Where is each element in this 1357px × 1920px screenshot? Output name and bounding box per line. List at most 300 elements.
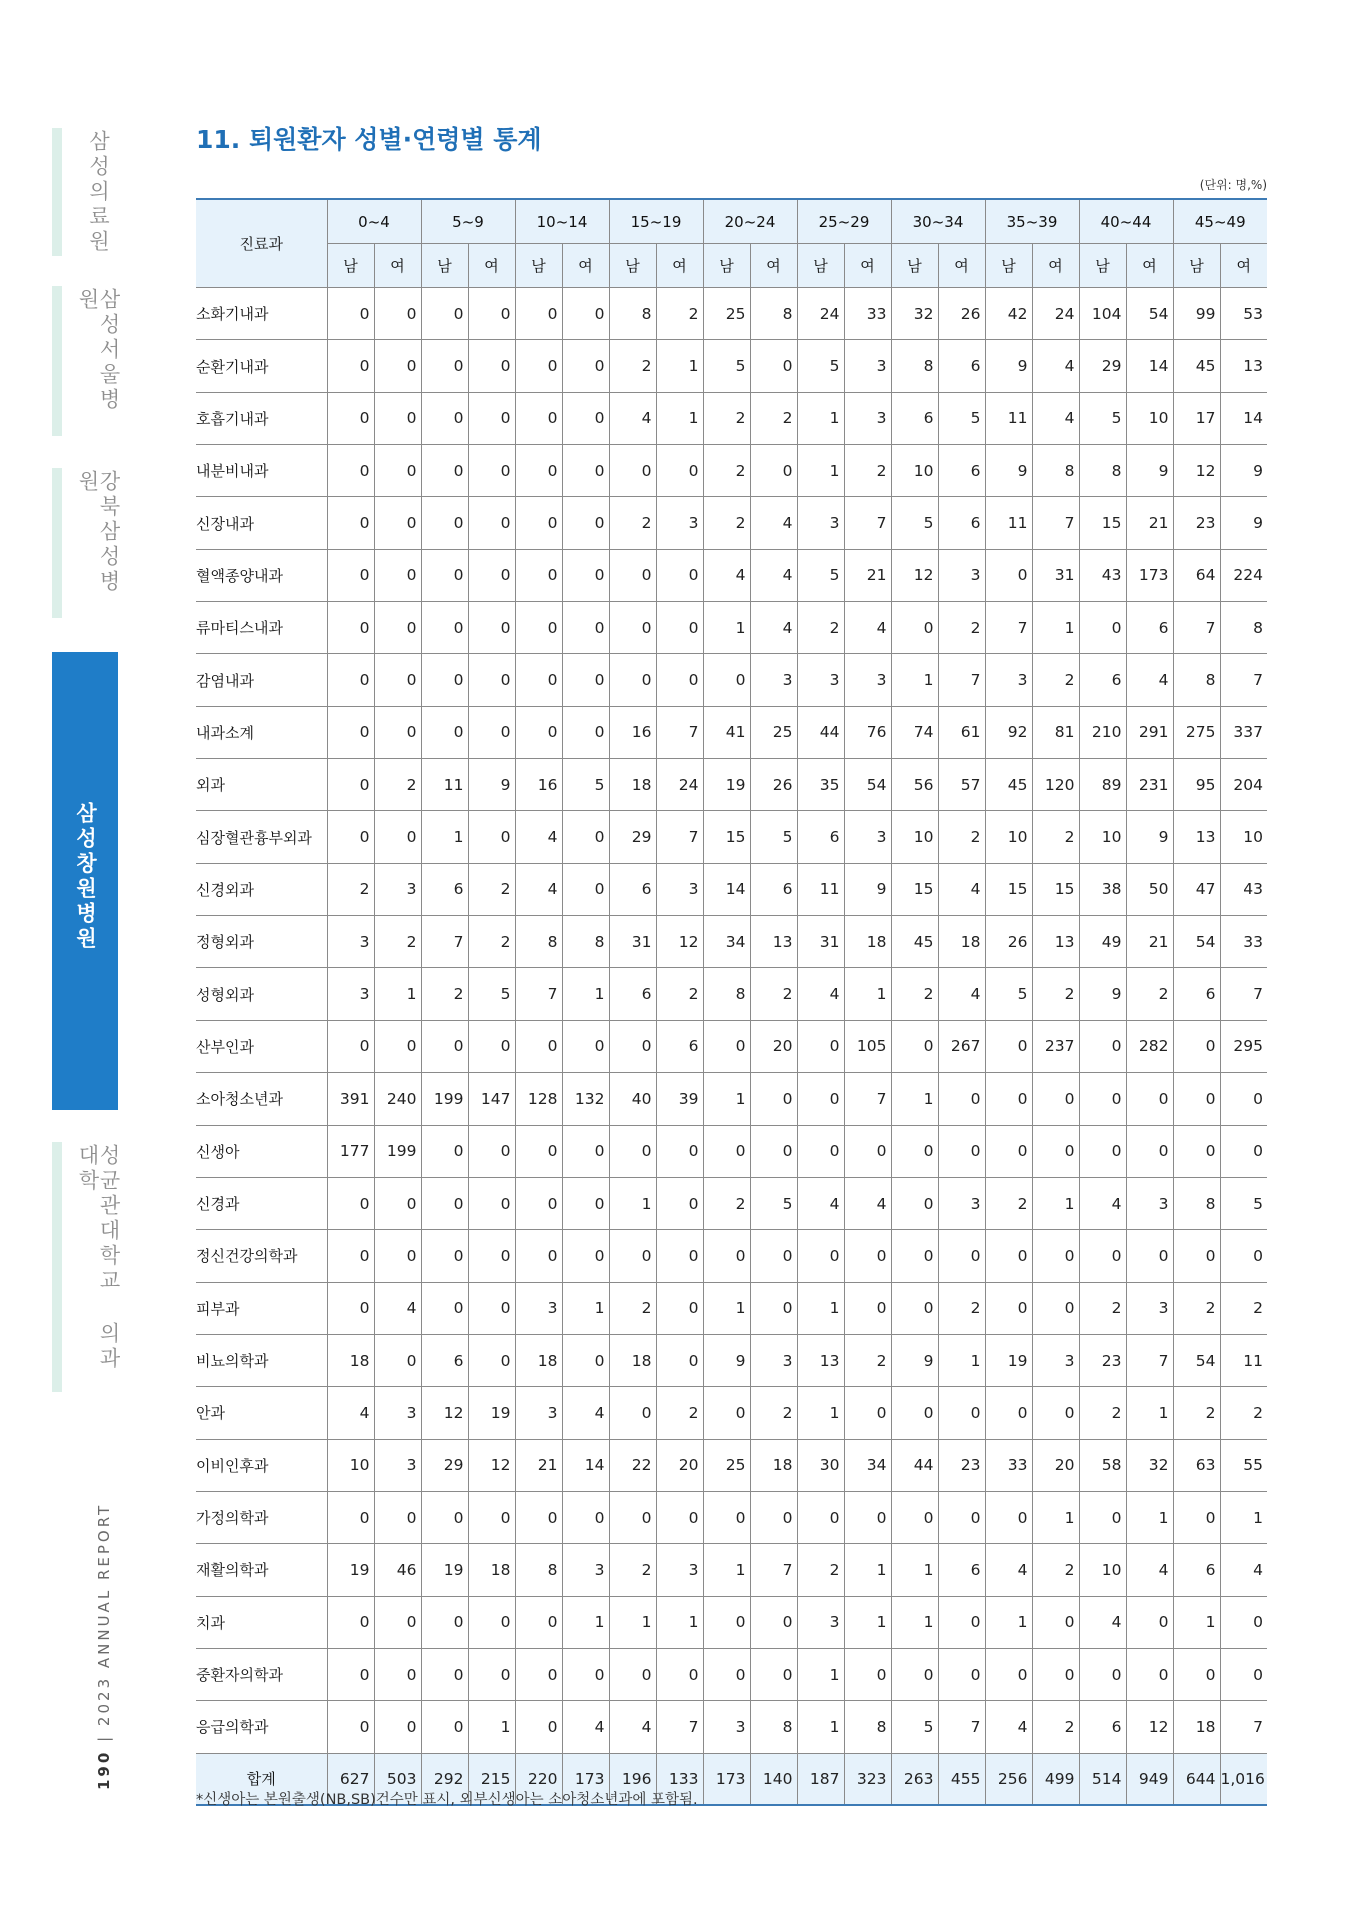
male-count-cell: 10 (985, 811, 1032, 863)
female-count-cell: 3 (750, 1334, 797, 1386)
discharge-statistics-table (196, 198, 1267, 1806)
female-count-cell: 7 (1126, 1334, 1173, 1386)
female-count-cell: 7 (1220, 1701, 1267, 1753)
female-count-cell: 57 (938, 759, 985, 811)
table-row (196, 1491, 1267, 1543)
female-count-cell: 9 (1220, 445, 1267, 497)
female-count-cell: 0 (750, 1073, 797, 1125)
male-count-cell: 514 (1079, 1753, 1126, 1805)
male-count-cell: 220 (515, 1753, 562, 1805)
female-count-cell: 0 (844, 1125, 891, 1177)
male-count-cell: 2 (327, 863, 374, 915)
female-count-cell: 0 (750, 1125, 797, 1177)
male-count-cell: 6 (797, 811, 844, 863)
department-name: 이비인후과 (196, 1439, 327, 1491)
female-count-cell: 12 (656, 916, 703, 968)
female-count-cell: 0 (562, 811, 609, 863)
female-count-cell: 0 (938, 1125, 985, 1177)
department-name: 혈액종양내과 (196, 549, 327, 601)
table-row (196, 1387, 1267, 1439)
table-row (196, 602, 1267, 654)
male-count-cell: 210 (1079, 706, 1126, 758)
male-count-cell: 44 (797, 706, 844, 758)
male-count-cell: 0 (703, 1596, 750, 1648)
table-row (196, 916, 1267, 968)
female-count-cell: 8 (562, 916, 609, 968)
male-count-cell: 19 (703, 759, 750, 811)
nav-item-kangbuk-samsung-hospital[interactable] (52, 468, 121, 618)
female-count-cell: 0 (374, 1230, 421, 1282)
female-count-cell: 0 (468, 497, 515, 549)
female-count-cell: 9 (1126, 811, 1173, 863)
female-count-cell: 3 (1126, 1282, 1173, 1334)
male-count-cell: 0 (703, 1491, 750, 1543)
department-name: 감염내과 (196, 654, 327, 706)
female-count-cell: 1 (468, 1701, 515, 1753)
female-count-cell: 0 (844, 1491, 891, 1543)
female-count-cell: 2 (938, 811, 985, 863)
table-row (196, 1125, 1267, 1177)
male-count-cell: 14 (703, 863, 750, 915)
male-count-cell: 0 (797, 1125, 844, 1177)
male-count-cell: 8 (1079, 445, 1126, 497)
female-header: 여 (1032, 244, 1079, 288)
male-count-cell: 0 (421, 288, 468, 340)
male-count-cell: 10 (1079, 811, 1126, 863)
female-count-cell: 0 (468, 1020, 515, 1072)
age-group-header: 30~34 (891, 199, 985, 244)
male-count-cell: 0 (327, 811, 374, 863)
male-count-cell: 292 (421, 1753, 468, 1805)
female-count-cell: 0 (656, 1491, 703, 1543)
female-count-cell: 0 (562, 1491, 609, 1543)
page-footer (95, 1502, 119, 1790)
male-count-cell: 15 (985, 863, 1032, 915)
female-count-cell: 2 (468, 863, 515, 915)
male-count-cell: 9 (1079, 968, 1126, 1020)
male-count-cell: 6 (609, 863, 656, 915)
male-count-cell: 0 (985, 1073, 1032, 1125)
female-count-cell: 7 (844, 497, 891, 549)
nav-item-skku-medical-school[interactable] (52, 1142, 121, 1392)
male-count-cell: 263 (891, 1753, 938, 1805)
age-group-header: 5~9 (421, 199, 515, 244)
male-count-cell: 0 (515, 1177, 562, 1229)
female-count-cell: 224 (1220, 549, 1267, 601)
male-count-cell: 9 (985, 340, 1032, 392)
female-count-cell: 0 (562, 1230, 609, 1282)
female-count-cell: 0 (468, 602, 515, 654)
male-count-cell: 1 (797, 1282, 844, 1334)
female-count-cell: 1 (844, 1596, 891, 1648)
female-count-cell: 0 (1032, 1230, 1079, 1282)
female-count-cell: 3 (844, 392, 891, 444)
female-count-cell: 7 (656, 1701, 703, 1753)
male-count-cell: 0 (421, 1701, 468, 1753)
male-count-cell: 0 (703, 1387, 750, 1439)
male-count-cell: 16 (609, 706, 656, 758)
male-count-cell: 0 (985, 1020, 1032, 1072)
footnote: *신생아는 본원출생(NB,SB)건수만 표시, 외부신생아는 소아청소년과에 포함됨. (196, 1792, 698, 1808)
male-count-cell: 6 (1079, 654, 1126, 706)
male-count-cell: 0 (985, 1648, 1032, 1700)
male-count-cell: 95 (1173, 759, 1220, 811)
male-count-cell: 0 (327, 497, 374, 549)
female-count-cell: 0 (562, 1125, 609, 1177)
table-row (196, 549, 1267, 601)
female-count-cell: 0 (374, 549, 421, 601)
female-count-cell: 13 (1032, 916, 1079, 968)
department-name: 신생아 (196, 1125, 327, 1177)
female-count-cell: 0 (374, 497, 421, 549)
female-count-cell: 173 (1126, 549, 1173, 601)
female-count-cell: 0 (562, 445, 609, 497)
table-row (196, 1334, 1267, 1386)
female-count-cell: 26 (938, 288, 985, 340)
male-count-cell: 0 (609, 1230, 656, 1282)
female-count-cell: 34 (844, 1439, 891, 1491)
female-count-cell: 3 (844, 340, 891, 392)
male-count-cell: 0 (327, 602, 374, 654)
female-count-cell: 0 (656, 445, 703, 497)
page-title: 11. 퇴원환자 성별·연령별 통계 (196, 125, 542, 154)
female-count-cell: 14 (1126, 340, 1173, 392)
female-count-cell: 237 (1032, 1020, 1079, 1072)
male-count-cell: 0 (327, 1596, 374, 1648)
male-count-cell: 0 (609, 1020, 656, 1072)
male-count-cell: 8 (1173, 1177, 1220, 1229)
female-count-cell: 291 (1126, 706, 1173, 758)
male-count-cell: 0 (515, 288, 562, 340)
female-count-cell: 7 (1032, 497, 1079, 549)
male-count-cell: 0 (515, 497, 562, 549)
female-count-cell: 0 (468, 1177, 515, 1229)
female-header: 여 (562, 244, 609, 288)
female-count-cell: 1 (1032, 1177, 1079, 1229)
male-count-cell: 0 (703, 1020, 750, 1072)
male-count-cell: 1 (797, 445, 844, 497)
male-count-cell: 0 (891, 1230, 938, 1282)
male-count-cell: 2 (609, 1544, 656, 1596)
female-count-cell: 2 (750, 1387, 797, 1439)
table-row (196, 1230, 1267, 1282)
female-count-cell: 2 (750, 968, 797, 1020)
male-count-cell: 0 (515, 549, 562, 601)
department-name: 산부인과 (196, 1020, 327, 1072)
nav-item-label: 삼성창원병원 (73, 802, 98, 952)
male-header: 남 (891, 244, 938, 288)
department-name: 중환자의학과 (196, 1648, 327, 1700)
male-count-cell: 1 (891, 1073, 938, 1125)
female-count-cell: 4 (938, 968, 985, 1020)
female-count-cell: 4 (750, 549, 797, 601)
male-count-cell: 2 (1173, 1282, 1220, 1334)
table-row (196, 654, 1267, 706)
male-header: 남 (1173, 244, 1220, 288)
female-count-cell: 4 (750, 602, 797, 654)
female-count-cell: 21 (1126, 916, 1173, 968)
nav-item-label: 강북삼성병원 (76, 470, 121, 595)
male-count-cell: 644 (1173, 1753, 1220, 1805)
female-count-cell: 0 (374, 1334, 421, 1386)
female-count-cell: 231 (1126, 759, 1173, 811)
department-name: 심장혈관흉부외과 (196, 811, 327, 863)
male-count-cell: 0 (327, 1491, 374, 1543)
male-count-cell: 0 (327, 445, 374, 497)
male-count-cell: 0 (515, 1491, 562, 1543)
female-count-cell: 0 (374, 340, 421, 392)
male-count-cell: 9 (891, 1334, 938, 1386)
female-count-cell: 4 (1220, 1544, 1267, 1596)
female-count-cell: 5 (938, 392, 985, 444)
male-count-cell: 0 (891, 1020, 938, 1072)
male-count-cell: 3 (797, 654, 844, 706)
department-name: 소아청소년과 (196, 1073, 327, 1125)
age-group-header: 20~24 (703, 199, 797, 244)
department-name: 정신건강의학과 (196, 1230, 327, 1282)
female-count-cell: 282 (1126, 1020, 1173, 1072)
female-count-cell: 0 (750, 1648, 797, 1700)
male-count-cell: 196 (609, 1753, 656, 1805)
male-count-cell: 19 (327, 1544, 374, 1596)
female-count-cell: 14 (1220, 392, 1267, 444)
male-count-cell: 4 (515, 811, 562, 863)
male-count-cell: 2 (797, 602, 844, 654)
department-name: 응급의학과 (196, 1701, 327, 1753)
female-count-cell: 0 (468, 1491, 515, 1543)
male-count-cell: 45 (985, 759, 1032, 811)
female-count-cell: 7 (938, 654, 985, 706)
male-count-cell: 627 (327, 1753, 374, 1805)
male-count-cell: 45 (1173, 340, 1220, 392)
female-count-cell: 2 (844, 445, 891, 497)
male-count-cell: 0 (609, 1491, 656, 1543)
age-group-header: 0~4 (327, 199, 421, 244)
male-count-cell: 0 (421, 445, 468, 497)
female-count-cell: 1 (656, 1596, 703, 1648)
nav-item-samsung-changwon-hospital[interactable] (52, 652, 118, 1110)
nav-item-label: 삼성의료원 (86, 130, 111, 255)
male-count-cell: 0 (515, 340, 562, 392)
female-count-cell: 3 (938, 1177, 985, 1229)
female-header: 여 (938, 244, 985, 288)
female-count-cell: 2 (750, 392, 797, 444)
male-count-cell: 0 (891, 1282, 938, 1334)
male-count-cell: 26 (985, 916, 1032, 968)
male-count-cell: 0 (327, 288, 374, 340)
male-count-cell: 3 (985, 654, 1032, 706)
male-count-cell: 74 (891, 706, 938, 758)
male-count-cell: 42 (985, 288, 1032, 340)
female-count-cell: 4 (844, 602, 891, 654)
female-count-cell: 3 (656, 863, 703, 915)
male-count-cell: 49 (1079, 916, 1126, 968)
female-count-cell: 0 (562, 654, 609, 706)
male-count-cell: 104 (1079, 288, 1126, 340)
female-count-cell: 0 (938, 1491, 985, 1543)
female-count-cell: 0 (938, 1387, 985, 1439)
male-count-cell: 0 (327, 1701, 374, 1753)
male-count-cell: 0 (609, 445, 656, 497)
male-count-cell: 10 (891, 445, 938, 497)
table-row (196, 1020, 1267, 1072)
male-count-cell: 47 (1173, 863, 1220, 915)
table-row (196, 288, 1267, 340)
female-count-cell: 0 (844, 1282, 891, 1334)
female-count-cell: 204 (1220, 759, 1267, 811)
male-count-cell: 0 (609, 549, 656, 601)
female-count-cell: 1 (1126, 1491, 1173, 1543)
female-count-cell: 21 (1126, 497, 1173, 549)
male-count-cell: 0 (1173, 1491, 1220, 1543)
female-count-cell: 2 (374, 759, 421, 811)
female-count-cell: 46 (374, 1544, 421, 1596)
female-count-cell: 3 (844, 654, 891, 706)
female-count-cell: 0 (468, 340, 515, 392)
department-name: 신장내과 (196, 497, 327, 549)
male-count-cell: 1 (891, 1596, 938, 1648)
male-count-cell: 0 (703, 1125, 750, 1177)
female-count-cell: 1 (1032, 602, 1079, 654)
male-count-cell: 13 (797, 1334, 844, 1386)
female-count-cell: 2 (1032, 654, 1079, 706)
female-count-cell: 0 (656, 1648, 703, 1700)
male-count-cell: 0 (421, 1648, 468, 1700)
female-count-cell: 0 (1032, 1387, 1079, 1439)
female-count-cell: 21 (844, 549, 891, 601)
female-count-cell: 3 (1126, 1177, 1173, 1229)
male-count-cell: 11 (797, 863, 844, 915)
female-count-cell: 4 (844, 1177, 891, 1229)
department-name: 호흡기내과 (196, 392, 327, 444)
total-label: 합계 (196, 1753, 327, 1805)
male-count-cell: 187 (797, 1753, 844, 1805)
female-count-cell: 133 (656, 1753, 703, 1805)
department-name: 내과소계 (196, 706, 327, 758)
male-count-cell: 0 (985, 1282, 1032, 1334)
female-count-cell: 8 (1032, 445, 1079, 497)
female-count-cell: 4 (1126, 1544, 1173, 1596)
male-count-cell: 33 (985, 1439, 1032, 1491)
male-count-cell: 0 (1173, 1073, 1220, 1125)
female-count-cell: 0 (1032, 1125, 1079, 1177)
female-count-cell: 0 (1220, 1596, 1267, 1648)
female-count-cell: 503 (374, 1753, 421, 1805)
female-count-cell: 0 (562, 392, 609, 444)
male-count-cell: 0 (985, 1491, 1032, 1543)
male-count-cell: 0 (515, 392, 562, 444)
nav-item-samsung-seoul-hospital[interactable] (52, 286, 121, 436)
female-count-cell: 2 (468, 916, 515, 968)
nav-item-samsung-medical-center[interactable] (52, 128, 118, 256)
female-count-cell: 13 (1220, 340, 1267, 392)
female-count-cell: 55 (1220, 1439, 1267, 1491)
male-count-cell: 0 (327, 549, 374, 601)
male-count-cell: 5 (797, 340, 844, 392)
nav-indicator-bar (52, 128, 62, 256)
male-count-cell: 0 (891, 1491, 938, 1543)
male-count-cell: 0 (421, 392, 468, 444)
female-count-cell: 8 (750, 288, 797, 340)
female-count-cell: 7 (750, 1544, 797, 1596)
female-count-cell: 2 (374, 916, 421, 968)
male-count-cell: 12 (1173, 445, 1220, 497)
female-count-cell: 0 (468, 392, 515, 444)
female-count-cell: 25 (750, 706, 797, 758)
female-count-cell: 4 (374, 1282, 421, 1334)
male-count-cell: 0 (515, 445, 562, 497)
female-count-cell: 1 (656, 392, 703, 444)
male-count-cell: 275 (1173, 706, 1220, 758)
male-count-cell: 9 (703, 1334, 750, 1386)
table-row (196, 1596, 1267, 1648)
female-count-cell: 8 (750, 1701, 797, 1753)
male-count-cell: 0 (985, 1230, 1032, 1282)
female-count-cell: 54 (1126, 288, 1173, 340)
male-count-cell: 4 (1079, 1596, 1126, 1648)
table-row (196, 968, 1267, 1020)
female-count-cell: 0 (1032, 1596, 1079, 1648)
female-count-cell: 0 (562, 602, 609, 654)
department-name: 외과 (196, 759, 327, 811)
male-count-cell: 0 (421, 1596, 468, 1648)
male-count-cell: 2 (609, 497, 656, 549)
male-count-cell: 0 (609, 1387, 656, 1439)
male-count-cell: 9 (985, 445, 1032, 497)
male-count-cell: 0 (1079, 1125, 1126, 1177)
male-count-cell: 2 (703, 392, 750, 444)
male-count-cell: 0 (985, 549, 1032, 601)
table-row (196, 706, 1267, 758)
male-header: 남 (1079, 244, 1126, 288)
male-count-cell: 3 (327, 968, 374, 1020)
male-count-cell: 2 (985, 1177, 1032, 1229)
female-count-cell: 2 (938, 1282, 985, 1334)
male-count-cell: 0 (421, 1020, 468, 1072)
male-count-cell: 0 (327, 706, 374, 758)
male-count-cell: 63 (1173, 1439, 1220, 1491)
male-count-cell: 4 (797, 1177, 844, 1229)
male-count-cell: 23 (1173, 497, 1220, 549)
male-count-cell: 5 (891, 497, 938, 549)
female-count-cell: 9 (844, 863, 891, 915)
female-count-cell: 31 (1032, 549, 1079, 601)
department-name: 치과 (196, 1596, 327, 1648)
female-count-cell: 0 (468, 1648, 515, 1700)
female-count-cell: 1 (844, 968, 891, 1020)
female-count-cell: 0 (656, 602, 703, 654)
male-count-cell: 177 (327, 1125, 374, 1177)
female-count-cell: 120 (1032, 759, 1079, 811)
female-count-cell: 0 (468, 1125, 515, 1177)
male-count-cell: 0 (515, 1596, 562, 1648)
female-count-cell: 0 (562, 1020, 609, 1072)
female-count-cell: 0 (562, 1648, 609, 1700)
female-count-cell: 7 (844, 1073, 891, 1125)
table-row (196, 1701, 1267, 1753)
nav-indicator-bar (52, 468, 62, 618)
female-count-cell: 6 (938, 1544, 985, 1596)
female-count-cell: 3 (938, 549, 985, 601)
female-count-cell: 0 (374, 1177, 421, 1229)
male-count-cell: 8 (703, 968, 750, 1020)
female-count-cell: 0 (656, 1230, 703, 1282)
female-count-cell: 10 (1126, 392, 1173, 444)
male-count-cell: 41 (703, 706, 750, 758)
male-count-cell: 24 (797, 288, 844, 340)
female-count-cell: 6 (938, 497, 985, 549)
male-count-cell: 0 (515, 654, 562, 706)
